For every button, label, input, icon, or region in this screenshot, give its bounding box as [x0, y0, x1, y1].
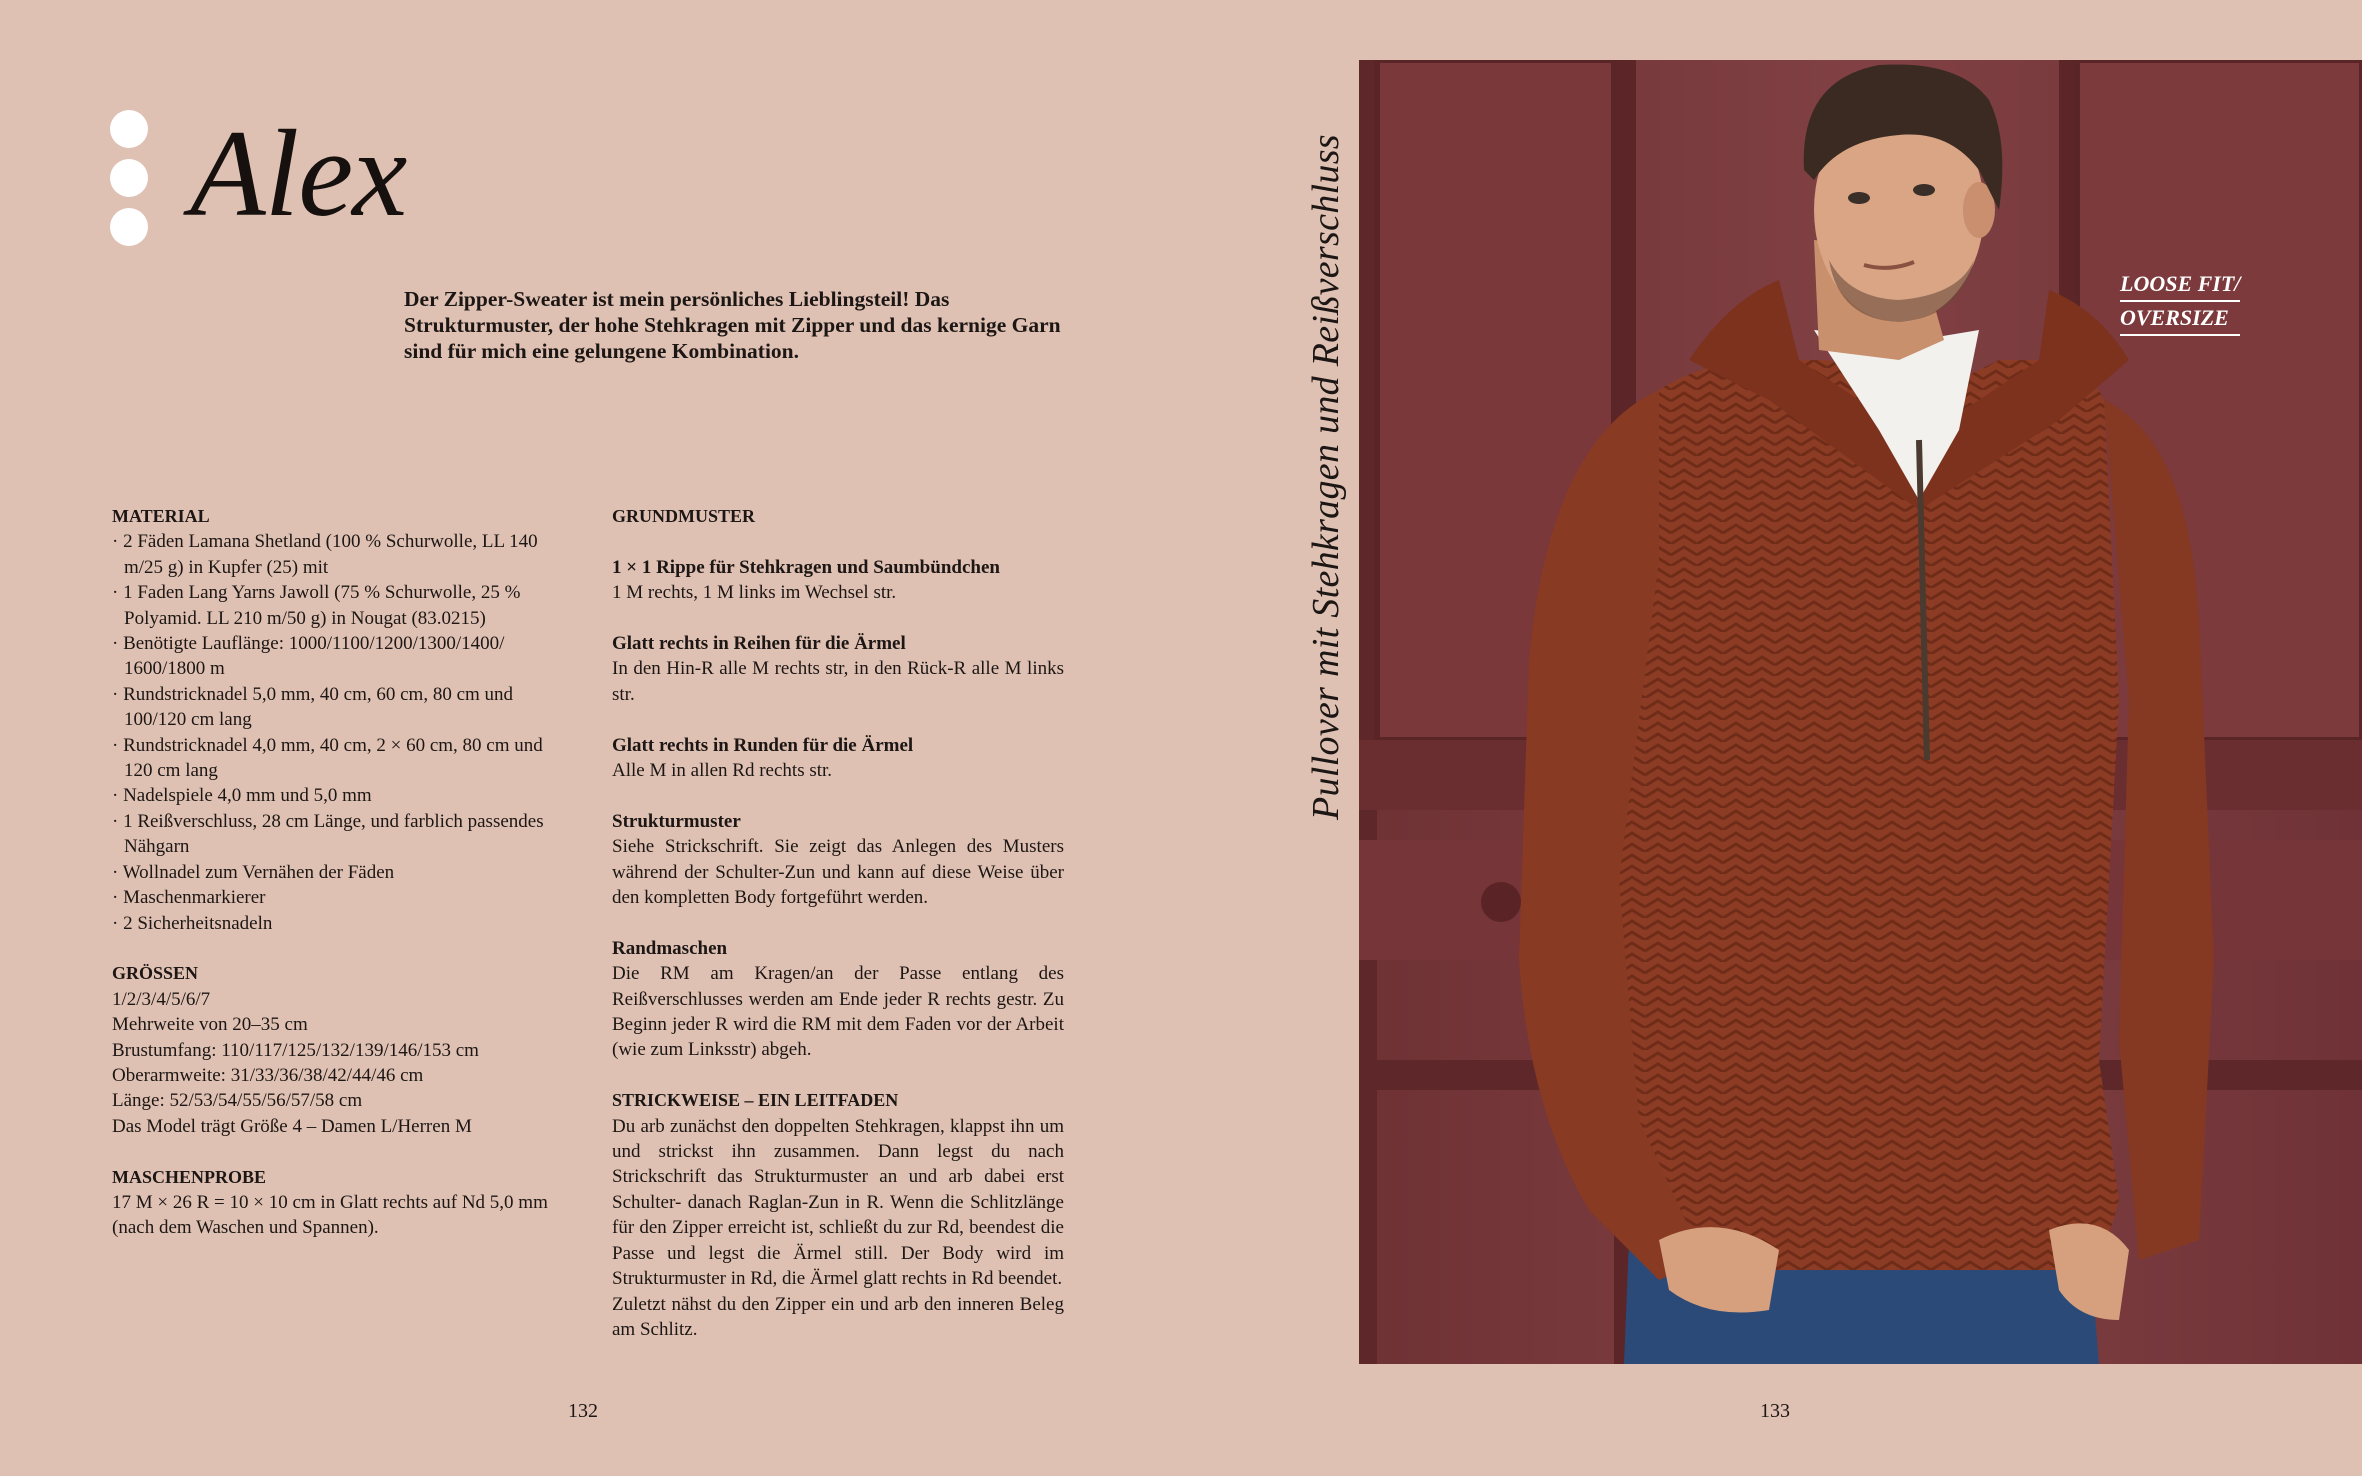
material-item: · 2 Fäden Lamana Shetland (100 % Schurwolle, LL 140 m/25 g) in Kupfer (25) mit: [112, 531, 538, 578]
material-item: · Nadelspiele 4,0 mm und 5,0 mm: [112, 785, 372, 807]
pattern-section-text: 1 M rechts, 1 M links im Wechsel str.: [612, 582, 897, 604]
material-item: · Rundstricknadel 4,0 mm, 40 cm, 2 × 60 cm, 80 cm und 120 cm lang: [112, 734, 543, 782]
middle-column: [612, 504, 1064, 1342]
left-column: [112, 504, 568, 1241]
groessen-line: Länge: 52/53/54/55/56/57/58 cm: [112, 1090, 363, 1112]
pattern-section-title: Glatt rechts in Reihen für die Ärmel: [612, 633, 906, 654]
pattern-section-text: Alle M in allen Rd rechts str.: [612, 760, 833, 782]
sweater: [1599, 360, 2119, 1270]
material-item: · 1 Reißverschluss, 28 cm Länge, und farblich passendes Nähgarn: [112, 810, 544, 858]
model-photo: [1359, 60, 2362, 1364]
material-item: · Rundstricknadel 5,0 mm, 40 cm, 60 cm, 80 cm und 100/120 cm lang: [112, 683, 514, 731]
strickweise-text: Zuletzt nähst du den Zipper ein und arb den inneren Beleg am Schlitz.: [612, 1293, 1064, 1340]
maschenprobe-heading: MASCHENPROBE: [112, 1166, 267, 1187]
bullet-dots: [110, 110, 148, 257]
material-item: · 1 Faden Lang Yarns Jawoll (75 % Schurwolle, 25 % Polyamid. LL 210 m/50 g) in Nougat (83.0215): [112, 582, 521, 629]
pattern-section-text: Siehe Strickschrift. Sie zeigt das Anlegen des Musters während der Schulter-Zun und kann auf diese Weise über den kompletten Body fortgeführt werden.: [612, 836, 1064, 909]
pattern-section-title: Randmaschen: [612, 937, 728, 959]
pattern-section-text: Die RM am Kragen/an der Passe entlang des Reißverschlusses werden am Ende jeder R rechts gestr. Zu Beginn jeder R wird die RM mit dem Faden vor der Arbeit (wie zum Linksstr) abgeh.: [612, 963, 1064, 1061]
groessen-line: 1/2/3/4/5/6/7: [112, 988, 211, 1010]
fit-label: [2120, 268, 2240, 336]
material-item: · Maschenmarkierer: [112, 887, 266, 909]
maschenprobe-text: 17 M × 26 R = 10 × 10 cm in Glatt rechts auf Nd 5,0 mm (nach dem Waschen und Spannen).: [112, 1191, 548, 1239]
eye: [1848, 192, 1870, 204]
door-panel: [2077, 60, 2362, 740]
page-number-left: 132: [568, 1400, 598, 1422]
groessen-line: Oberarmweite: 31/33/36/38/42/44/46 cm: [112, 1064, 424, 1086]
material-heading: MATERIAL: [112, 506, 210, 526]
intro-text: Der Zipper-Sweater ist mein persönliches Lieblingsteil! Das Strukturmuster, der hohe Stehkragen mit Zipper und das kernige Garn sind für mich eine gelungene Kombination.: [404, 286, 1061, 363]
vertical-subtitle: Pullover mit Stehkragen und Reißverschluss: [1305, 134, 1347, 820]
door-knob: [1481, 882, 1521, 922]
material-item: · 2 Sicherheitsnadeln: [112, 912, 273, 934]
strickweise-heading: STRICKWEISE – EIN LEITFADEN: [612, 1090, 899, 1111]
page-title: Alex: [190, 105, 407, 242]
strickweise-text: Du arb zunächst den doppelten Stehkragen, klappst ihn um und strickst ihn zusammen. Dann legst du nach Strickschrift das Strukturmuster an und arb dabei erst Schulter- danach Raglan-Zun in R. Wenn die Schlitzlänge für den Zipper erreicht ist, schließt du zur Rd, beendest die Passe und legst die Ärmel still. Der Body wird im Strukturmuster in Rd, die Ärmel glatt rechts in Rd beendet.: [612, 1115, 1064, 1290]
page-number-right: 133: [1760, 1400, 1790, 1422]
groessen-line: Brustumfang: 110/117/125/132/139/146/153 cm: [112, 1039, 479, 1061]
eye: [1913, 184, 1935, 196]
white-dot-icon: [110, 159, 148, 197]
material-item: · Benötigte Lauflänge: 1000/1100/1200/1300/1400/ 1600/1800 m: [112, 633, 505, 680]
white-dot-icon: [110, 208, 148, 246]
groessen-line: Mehrweite von 20–35 cm: [112, 1014, 308, 1036]
material-list: [112, 529, 568, 936]
pattern-section-title: 1 × 1 Rippe für Stehkragen und Saumbündchen: [612, 556, 1000, 578]
groessen-heading: GRÖSSEN: [112, 963, 199, 984]
fit-label-line: LOOSE FIT/: [2120, 268, 2240, 302]
fit-label-line: OVERSIZE: [2120, 302, 2240, 336]
white-dot-icon: [110, 110, 148, 148]
pattern-section-title: Glatt rechts in Runden für die Ärmel: [612, 734, 914, 756]
photo-illustration: [1359, 60, 2362, 1364]
grundmuster-heading: GRUNDMUSTER: [612, 506, 756, 526]
groessen-line: Das Model trägt Größe 4 – Damen L/Herren M: [112, 1115, 472, 1137]
material-item: · Wollnadel zum Vernähen der Fäden: [112, 861, 395, 883]
pattern-section-text: In den Hin-R alle M rechts str, in den Rück-R alle M links str.: [612, 658, 1064, 705]
pattern-section-title: Strukturmuster: [612, 810, 741, 832]
